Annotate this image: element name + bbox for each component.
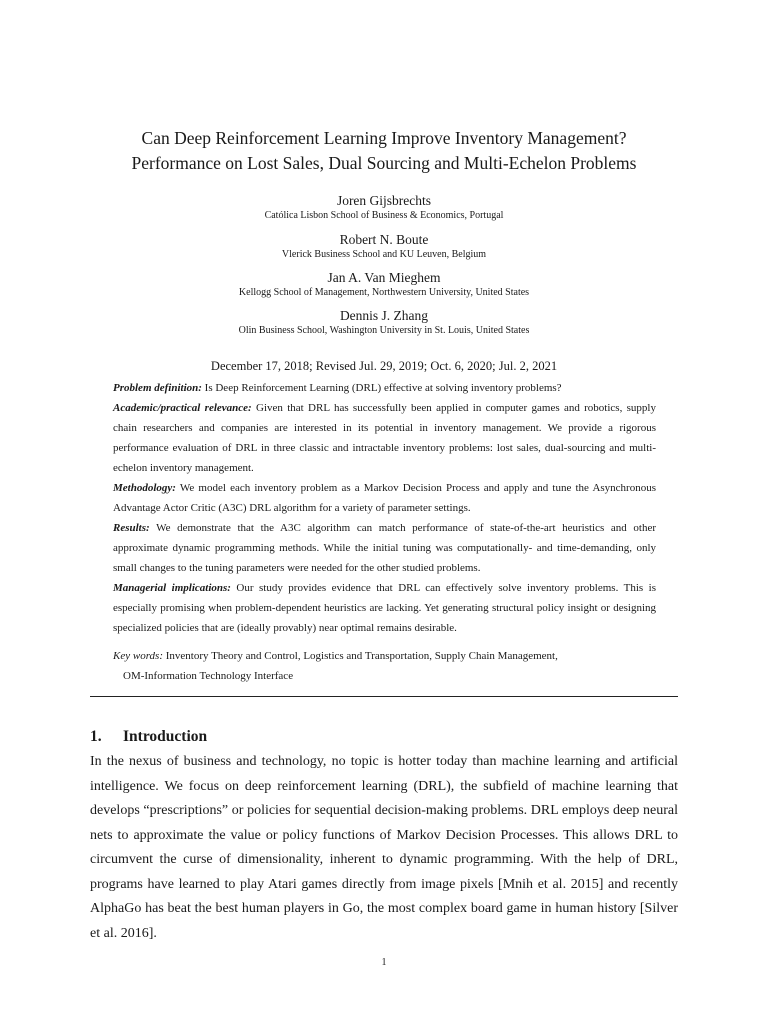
author-affiliation: Vlerick Business School and KU Leuven, Belgium	[281, 249, 487, 260]
paper-title	[60, 126, 708, 176]
keywords	[113, 646, 656, 686]
author-block-1	[60, 192, 708, 223]
abstract-implications	[113, 578, 656, 638]
abstract-text: Given that DRL has successfully been applied in computer games and robotics, supply chain researchers and companies are interested in its potential in inventory management. We provide a rigorous performance evaluation of DRL in three classic and intractable inventory problems: lost sales, dual-sourcing and multi-echelon inventory management.	[113, 402, 656, 474]
abstract-text: We demonstrate that the A3C algorithm can match performance of state-of-the-art heuristics and other approximate dynamic programming methods. While the initial tuning was computationally- and time-demanding, only small changes to the tuning parameters were needed for the other studied problems.	[113, 522, 656, 574]
section-heading	[90, 728, 207, 746]
keywords-line-2: OM-Information Technology Interface	[123, 670, 294, 682]
author-name: Joren Gijsbrechts	[336, 193, 432, 208]
abstract-text: Our study provides evidence that DRL can effectively solve inventory problems. This is especially promising when problem-dependent heuristics are lacking. Yet generating structural policy insight or designing specialized policies that are (ideally provably) near optimal remains desirable.	[113, 582, 656, 634]
abstract-heading: Managerial implications:	[113, 582, 231, 594]
author-name: Dennis J. Zhang	[339, 308, 429, 323]
page-number: 1	[381, 957, 387, 968]
section-divider	[90, 696, 678, 697]
abstract-heading: Results:	[113, 522, 150, 534]
abstract-heading: Problem definition:	[113, 382, 202, 394]
abstract-heading: Methodology:	[113, 482, 176, 494]
paper-title-line-1: Can Deep Reinforcement Learning Improve Inventory Management?	[141, 128, 627, 148]
abstract-heading: Academic/practical relevance:	[113, 402, 252, 414]
section-title: Introduction	[123, 728, 208, 745]
author-block-2	[60, 231, 708, 262]
abstract-problem-definition	[113, 378, 656, 398]
keywords-text: Inventory Theory and Control, Logistics and Transportation, Supply Chain Management,	[163, 650, 558, 662]
author-name: Robert N. Boute	[339, 232, 429, 247]
abstract-text: We model each inventory problem as a Markov Decision Process and apply and tune the Asynchronous Advantage Actor Critic (A3C) DRL algorithm for a variety of parameter settings.	[113, 482, 656, 514]
abstract	[113, 378, 656, 638]
abstract-relevance	[113, 398, 656, 478]
section-number: 1.	[90, 728, 102, 745]
section-body	[90, 750, 678, 946]
author-affiliation: Kellogg School of Management, Northwestern University, United States	[238, 287, 530, 298]
submission-dates: December 17, 2018; Revised Jul. 29, 2019; Oct. 6, 2020; Jul. 2, 2021	[210, 359, 558, 373]
body-paragraph: In the nexus of business and technology, no topic is hotter today than machine learning and artificial intelligence. We focus on deep reinforcement learning (DRL), the subfield of machine learning that develops “prescriptions” or policies for sequential decision-making problems. DRL employs deep neural nets to approximate the value or policy functions of Markov Decision Processes. This allows DRL to circumvent the curse of dimensionality, inherent to dynamic programming. With the help of DRL, programs have learned to play Atari games directly from image pixels [Mnih et al. 2015] and recently AlphaGo has beat the best human players in Go, the most complex board game in human history [Silver et al. 2016].	[90, 754, 678, 941]
abstract-text: Is Deep Reinforcement Learning (DRL) effective at solving inventory problems?	[201, 382, 562, 394]
author-affiliation: Católica Lisbon School of Business & Economics, Portugal	[264, 210, 504, 221]
author-block-4	[60, 307, 708, 338]
author-affiliation: Olin Business School, Washington University in St. Louis, United States	[238, 325, 530, 336]
abstract-methodology	[113, 478, 656, 518]
abstract-results	[113, 518, 656, 578]
paper-title-line-2: Performance on Lost Sales, Dual Sourcing and Multi-Echelon Problems	[131, 153, 637, 173]
author-block-3	[60, 269, 708, 300]
keywords-line-1	[113, 646, 656, 666]
author-name: Jan A. Van Mieghem	[327, 270, 441, 285]
keywords-heading: Key words:	[113, 650, 164, 662]
